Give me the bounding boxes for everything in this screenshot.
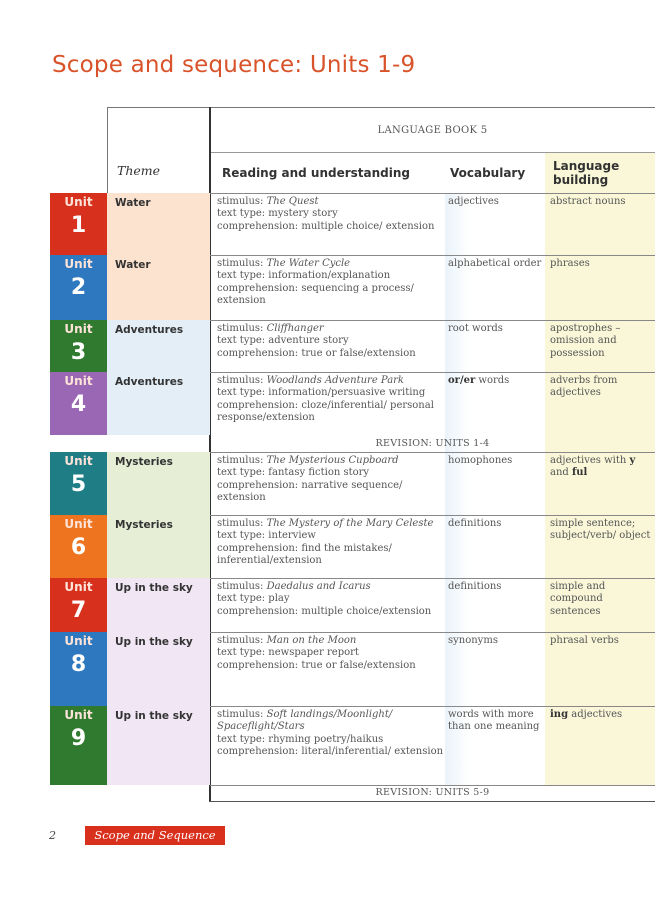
language-building-cell: [550, 372, 654, 435]
vocabulary-text: definitions: [448, 518, 502, 529]
reading-cell: [217, 320, 445, 372]
theme-cell: Water: [107, 193, 210, 255]
comprehension: comprehension: literal/inferential/ extension: [217, 745, 444, 757]
vocabulary-cell: [448, 320, 543, 372]
reading-cell: [217, 578, 445, 632]
vocabulary-cell: [448, 515, 543, 578]
theme-cell: Adventures: [107, 372, 210, 435]
unit-number: 7: [70, 598, 87, 623]
unit-number: 4: [70, 392, 87, 417]
stimulus-title: Cliffhanger: [266, 323, 324, 334]
stimulus-line: [217, 518, 445, 530]
table-bottom-border: [209, 801, 655, 802]
language-building-text: abstract nouns: [550, 196, 626, 207]
vocabulary-cell: [448, 372, 543, 435]
theme-header-label: Theme: [117, 163, 161, 178]
comprehension: comprehension: true or false/extension: [217, 347, 416, 359]
stimulus-label: stimulus:: [217, 375, 267, 386]
language-building-cell: [550, 632, 654, 706]
unit-label: Unit: [64, 580, 93, 594]
row-divider: [210, 372, 655, 373]
stimulus-line: [217, 323, 445, 335]
stimulus-label: stimulus:: [217, 581, 267, 592]
language-building-text: simple sentence; subject/verb/ object: [550, 518, 651, 542]
text-type: text type: fantasy fiction story: [217, 467, 370, 479]
row-divider: [210, 515, 655, 516]
language-building-keyword: ful: [571, 467, 588, 479]
stimulus-label: stimulus:: [217, 635, 267, 646]
unit-badge: [50, 255, 107, 320]
language-building-cell: [550, 452, 654, 515]
vocabulary-text: synonyms: [448, 635, 498, 646]
unit-badge: [50, 515, 107, 578]
row-divider: [210, 255, 655, 256]
row-divider: [210, 193, 655, 194]
unit-label: Unit: [64, 634, 93, 648]
reading-cell: [217, 632, 445, 706]
unit-number: 5: [70, 472, 87, 497]
vocabulary-cell: [448, 632, 543, 706]
row-divider: [210, 706, 655, 707]
row-divider: [210, 320, 655, 321]
stimulus-line: [217, 375, 445, 387]
vocabulary-text: words: [475, 375, 510, 386]
stimulus-title: Soft landings/Moonlight/ Spaceflight/Stars: [217, 709, 393, 733]
vocabulary-text: root words: [448, 323, 503, 334]
language-building-keyword: ing: [550, 709, 569, 720]
stimulus-title: The Water Cycle: [266, 258, 351, 269]
reading-cell: [217, 515, 445, 578]
language-building-text: apostrophes – omission and possession: [550, 323, 621, 359]
stimulus-line: [217, 258, 445, 270]
theme-header-cell: [107, 107, 211, 193]
unit-label: Unit: [64, 374, 93, 388]
comprehension: comprehension: find the mistakes/ inferential/extension: [217, 542, 392, 566]
unit-label: Unit: [64, 517, 93, 531]
vocabulary-text: homophones: [448, 455, 513, 466]
book-label: LANGUAGE BOOK 5: [210, 107, 655, 153]
language-building-text: phrases: [550, 258, 590, 269]
stimulus-label: stimulus:: [217, 323, 267, 334]
comprehension: comprehension: true or false/extension: [217, 659, 416, 671]
language-building-text: phrasal verbs: [550, 635, 619, 646]
unit-number: 3: [70, 340, 87, 365]
stimulus-line: [217, 581, 445, 593]
theme-cell: Mysteries: [107, 515, 210, 578]
unit-label: Unit: [64, 454, 93, 468]
comprehension: comprehension: multiple choice/extension: [217, 605, 432, 617]
theme-cell: Water: [107, 255, 210, 320]
text-type: text type: newspaper report: [217, 647, 359, 659]
language-building-cell: [550, 255, 654, 320]
stimulus-label: stimulus:: [217, 455, 267, 466]
row-divider: [210, 632, 655, 633]
reading-cell: [217, 706, 445, 785]
stimulus-line: [217, 455, 445, 467]
unit-label: Unit: [64, 322, 93, 336]
language-building-text: adjectives with: [550, 455, 630, 466]
row-divider: [210, 452, 655, 453]
page-title: Scope and sequence: Units 1-9: [52, 52, 416, 78]
language-building-cell: [550, 515, 654, 578]
reading-cell: [217, 255, 445, 320]
reading-cell: [217, 193, 445, 255]
unit-badge: [50, 632, 107, 706]
unit-badge: [50, 372, 107, 435]
row-divider: [210, 578, 655, 579]
language-building-cell: [550, 578, 654, 632]
vocabulary-cell: [448, 255, 543, 320]
unit-badge: [50, 452, 107, 515]
unit-badge: [50, 320, 107, 372]
language-building-header: Language building: [553, 159, 620, 187]
theme-cell: Up in the sky: [107, 578, 210, 632]
text-type: text type: adventure story: [217, 335, 349, 347]
unit-number: 6: [70, 535, 87, 560]
stimulus-title: The Mystery of the Mary Celeste: [266, 518, 434, 529]
vocabulary-cell: [448, 706, 543, 785]
reading-cell: [217, 452, 445, 515]
section-tag: Scope and Sequence: [85, 826, 225, 845]
stimulus-label: stimulus:: [217, 196, 267, 207]
language-building-text: adverbs from adjectives: [550, 375, 618, 399]
vocabulary-text: words with more than one meaning: [448, 709, 540, 733]
stimulus-line: [217, 196, 445, 208]
stimulus-label: stimulus:: [217, 258, 267, 269]
vocabulary-text: adjectives: [448, 196, 499, 207]
reading-cell: [217, 372, 445, 435]
stimulus-label: stimulus:: [217, 709, 267, 720]
unit-label: Unit: [64, 708, 93, 722]
vocabulary-header: Vocabulary: [450, 166, 526, 180]
revision-row: REVISION: UNITS 5-9: [375, 787, 490, 798]
stimulus-title: Woodlands Adventure Park: [266, 375, 404, 386]
stimulus-title: Daedalus and Icarus: [266, 581, 371, 592]
text-type: text type: mystery story: [217, 208, 338, 220]
stimulus-title: The Quest: [266, 196, 319, 207]
vocabulary-text: definitions: [448, 581, 502, 592]
unit-number: 2: [70, 275, 87, 300]
comprehension: comprehension: multiple choice/ extension: [217, 220, 435, 232]
reading-header: Reading and understanding: [222, 166, 410, 180]
theme-cell: Up in the sky: [107, 632, 210, 706]
stimulus-title: The Mysterious Cupboard: [266, 455, 399, 466]
unit-label: Unit: [64, 195, 93, 209]
stimulus-label: stimulus:: [217, 518, 267, 529]
theme-cell: Mysteries: [107, 452, 210, 515]
text-type: text type: information/explanation: [217, 270, 391, 282]
page-number: 2: [49, 829, 56, 842]
vocabulary-text: alphabetical order: [448, 258, 542, 269]
unit-badge: [50, 706, 107, 785]
vocabulary-cell: [448, 452, 543, 515]
unit-label: Unit: [64, 257, 93, 271]
unit-number: 8: [70, 652, 87, 677]
vocabulary-cell: [448, 193, 543, 255]
vocabulary-keyword: or/er: [448, 375, 476, 386]
comprehension: comprehension: cloze/inferential/ personal response/extension: [217, 399, 434, 423]
unit-number: 1: [70, 213, 87, 238]
language-building-cell: [550, 193, 654, 255]
revision-row: REVISION: UNITS 1-4: [375, 438, 490, 449]
stimulus-title: Man on the Moon: [266, 635, 357, 646]
text-type: text type: play: [217, 593, 290, 605]
text-type: text type: interview: [217, 530, 316, 542]
language-building-text: and: [550, 467, 572, 479]
theme-cell: Adventures: [107, 320, 210, 372]
language-building-cell: [550, 320, 654, 372]
text-type: text type: rhyming poetry/haikus: [217, 733, 384, 745]
unit-badge: [50, 578, 107, 632]
unit-badge: [50, 193, 107, 255]
language-building-keyword: y: [629, 455, 636, 466]
vocabulary-cell: [448, 578, 543, 632]
text-type: text type: information/persuasive writing: [217, 387, 426, 399]
comprehension: comprehension: sequencing a process/ extension: [217, 282, 414, 306]
language-building-cell: [550, 706, 654, 785]
language-building-text: simple and compound sentences: [550, 581, 606, 617]
unit-number: 9: [70, 726, 87, 751]
stimulus-line: [217, 709, 445, 734]
language-building-text: adjectives: [568, 709, 623, 720]
comprehension: comprehension: narrative sequence/ extension: [217, 479, 403, 503]
stimulus-line: [217, 635, 445, 647]
theme-cell: Up in the sky: [107, 706, 210, 785]
